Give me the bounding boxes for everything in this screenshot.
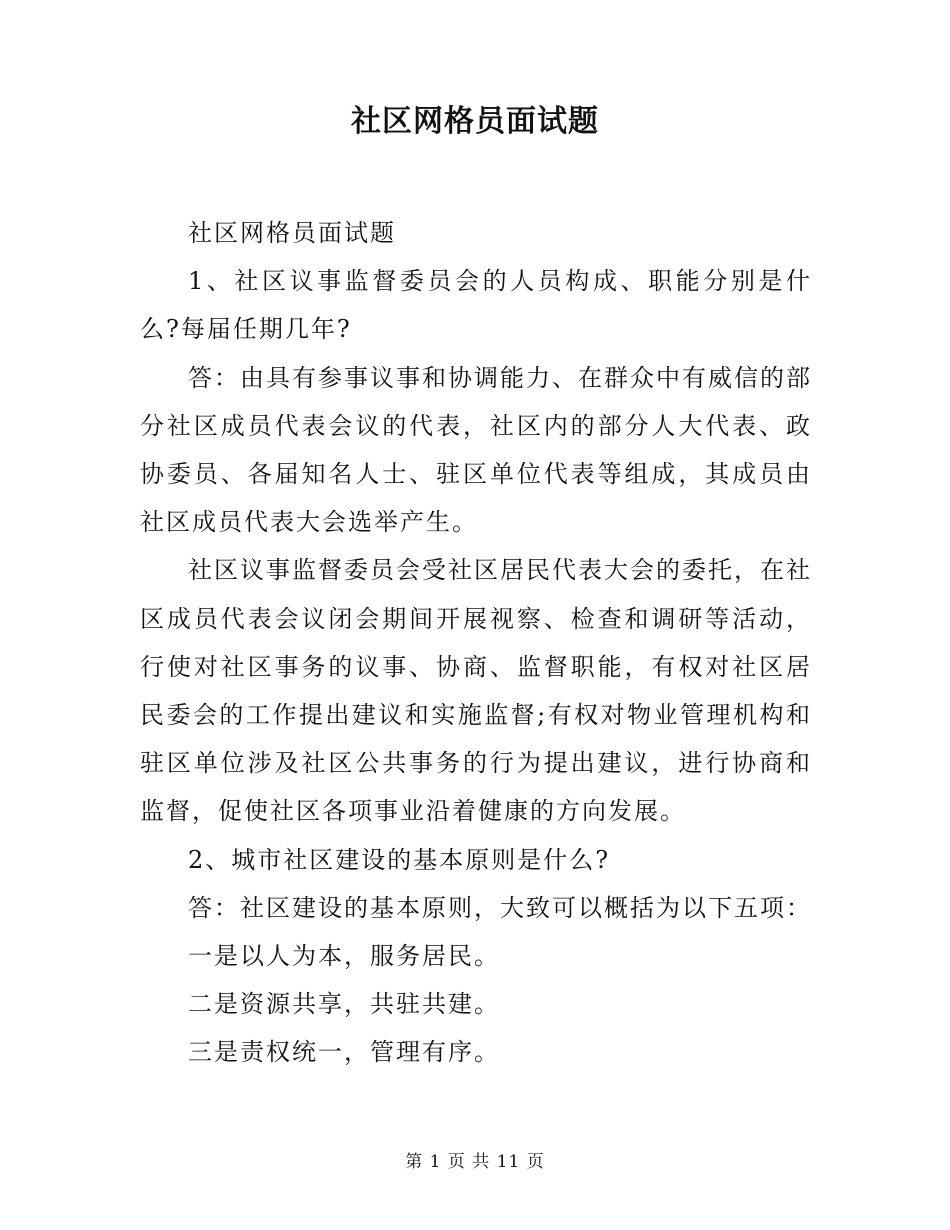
body-paragraph: 一是以人为本，服务居民。: [188, 942, 500, 971]
body-paragraph: 2、城市社区建设的基本原则是什么?: [188, 845, 611, 874]
document-title: 社区网格员面试题: [351, 104, 599, 139]
body-paragraph: 三是责权统一，管理有序。: [188, 1038, 500, 1067]
body-paragraph: 社区议事监督委员会受社区居民代表大会的委托，在社区成员代表会议闭会期间开展视察、检查和调研等活动，行使对社区事务的议事、协商、监督职能，有权对社区居民委会的工作提出建议和实施监督;有权对物业管理机构和驻区单位涉及社区公共事务的行为提出建议，进行协商和监督，促使社区各项事业沿着健康的方向发展。: [140, 556, 812, 826]
page-footer: 第 1 页 共 11 页: [405, 1152, 545, 1172]
document-body: [140, 209, 812, 1077]
body-paragraph: 二是资源共享，共驻共建。: [188, 990, 500, 1019]
body-paragraph: 答：社区建设的基本原则，大致可以概括为以下五项：: [188, 893, 812, 922]
body-paragraph: 1、社区议事监督委员会的人员构成、职能分别是什么?每届任期几年?: [140, 267, 812, 344]
body-paragraph: 答：由具有参事议事和协调能力、在群众中有威信的部分社区成员代表会议的代表，社区内的部分人大代表、政协委员、各届知名人士、驻区单位代表等组成，其成员由社区成员代表大会选举产生。: [140, 363, 812, 537]
body-paragraph: 社区网格员面试题: [188, 219, 396, 247]
